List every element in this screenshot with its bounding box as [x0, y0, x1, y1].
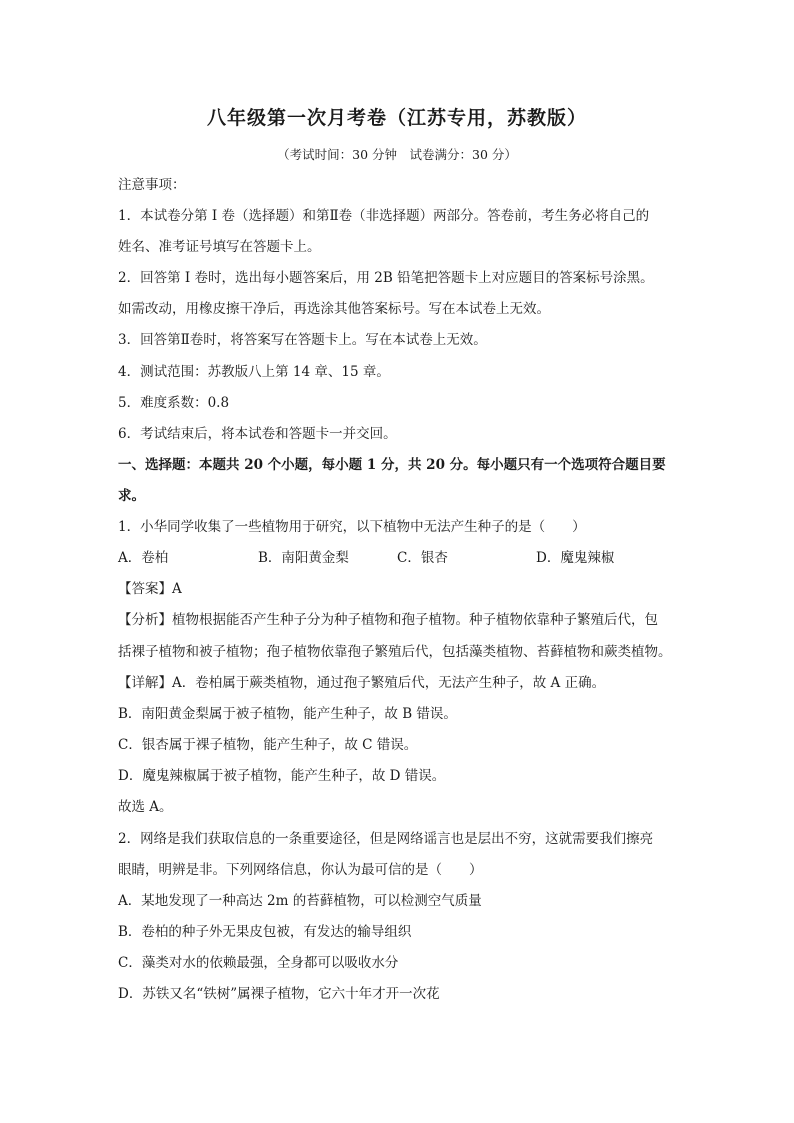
notes-line: 如需改动，用橡皮擦干净后，再选涂其他答案标号。写在本试卷上无效。	[118, 301, 550, 317]
option-a: A．卷柏	[118, 550, 169, 566]
detail-line: C．银杏属于裸子植物，能产生种子，故 C 错误。	[118, 737, 418, 753]
detail-line: D．魔鬼辣椒属于被子植物，能产生种子，故 D 错误。	[118, 768, 446, 784]
notes-line: 2．回答第 I 卷时，选出每小题答案后，用 2B 铅笔把答题卡上对应题目的答案标号涂黑。	[118, 270, 654, 286]
section-heading: 一、选择题：本题共 20 个小题，每小题 1 分，共 20 分。每小题只有一个选项符合题目要	[118, 457, 666, 473]
notes-line: 4．测试范围：苏教版八上第 14 章、15 章。	[118, 364, 390, 380]
exam-title: 八年级第一次月考卷（江苏专用，苏教版）	[206, 107, 587, 129]
options-row	[118, 548, 678, 568]
option-a: A．某地发现了一种高达 2m 的苔藓植物，可以检测空气质量	[118, 893, 482, 909]
option-b: B．南阳黄金梨	[258, 550, 349, 566]
option-c: C．藻类对水的依赖最强，全身都可以吸收水分	[118, 955, 399, 971]
notes-line: 1．本试卷分第 I 卷（选择题）和第Ⅱ卷（非选择题）两部分。答卷前，考生务必将自己的	[118, 208, 650, 224]
question-stem: 眼睛，明辨是非。下列网络信息，你认为最可信的是（ ）	[118, 862, 483, 878]
notes-line: 6．考试结束后，将本试卷和答题卡一并交回。	[118, 426, 397, 442]
option-b: B．卷柏的种子外无果皮包被，有发达的输导组织	[118, 924, 412, 940]
exam-subtitle: （考试时间：30 分钟 试卷满分：30 分）	[277, 147, 517, 162]
analysis-line: 【分析】植物根据能否产生种子分为种子植物和孢子植物。种子植物依靠种子繁殖后代，包	[118, 612, 658, 628]
option-d: D．苏铁又名“铁树”属裸子植物，它六十年才开一次花	[118, 986, 440, 1002]
option-c: C．银杏	[397, 550, 448, 566]
notes-line: 5．难度系数：0.8	[118, 395, 230, 411]
question-stem: 1．小华同学收集了一些植物用于研究，以下植物中无法产生种子的是（ ）	[118, 519, 586, 535]
detail-line: B．南阳黄金梨属于被子植物，能产生种子，故 B 错误。	[118, 706, 457, 722]
conclusion-line: 故选 A。	[118, 799, 173, 815]
answer-line: 【答案】A	[118, 581, 182, 597]
section-heading: 求。	[118, 488, 145, 504]
detail-line: 【详解】A．卷柏属于蕨类植物，通过孢子繁殖后代，无法产生种子，故 A 正确。	[118, 675, 606, 691]
option-d: D．魔鬼辣椒	[536, 550, 615, 566]
notes-line: 3．回答第Ⅱ卷时，将答案写在答题卡上。写在本试卷上无效。	[118, 332, 487, 348]
analysis-line: 括裸子植物和被子植物；孢子植物依靠孢子繁殖后代，包括藻类植物、苔藓植物和蕨类植物。	[118, 644, 672, 660]
question-stem: 2．网络是我们获取信息的一条重要途径，但是网络谣言也是层出不穷，这就需要我们擦亮	[118, 831, 654, 847]
notes-line: 姓名、准考证号填写在答题卡上。	[118, 239, 321, 255]
notes-heading: 注意事项：	[118, 177, 186, 193]
